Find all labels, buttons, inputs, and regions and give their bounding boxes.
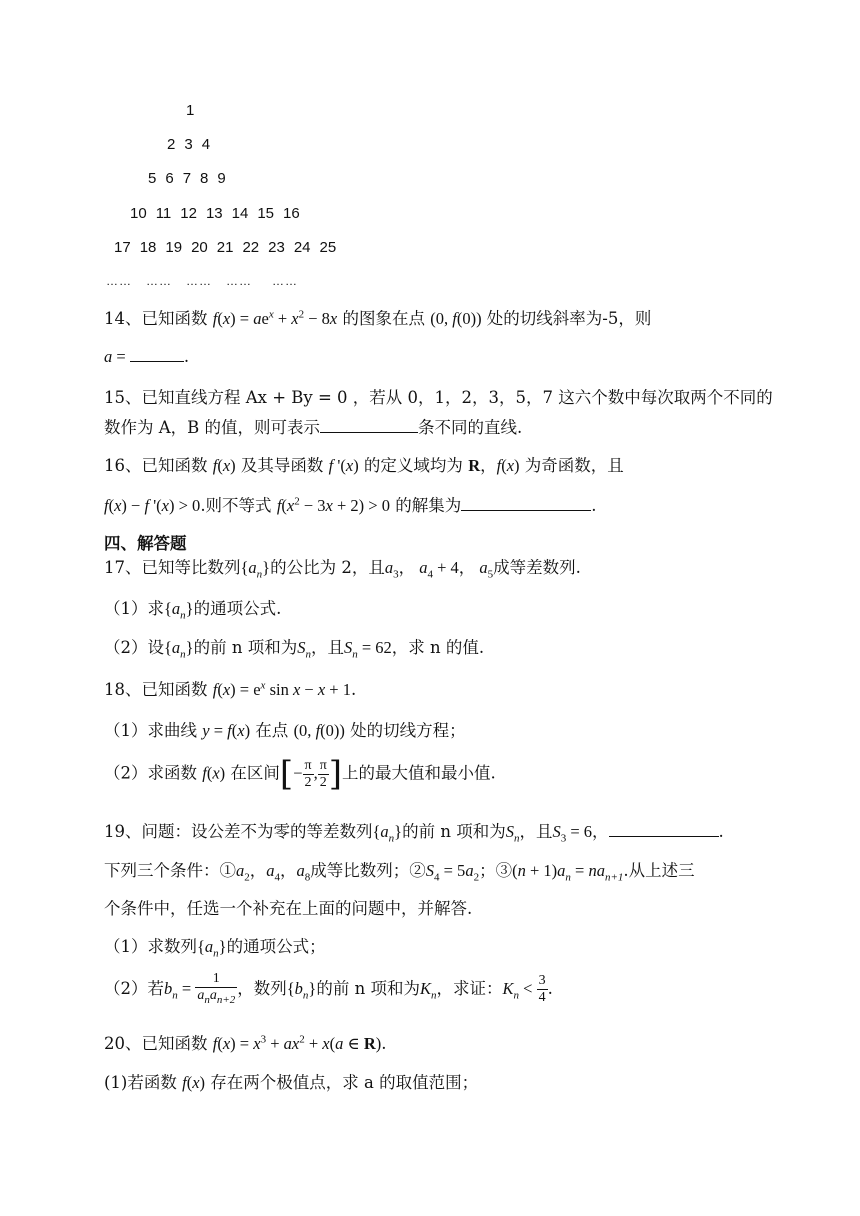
triangle-row-4 [130,205,309,222]
triangle-number: 20 [191,239,208,256]
triangle-number: 4 [201,136,211,153]
triangle-number: 3 [184,136,193,153]
question-16-line-2: f(x) − f '(x) > 0.则不等式 $f(x^2 - 3x + 2) > 0$ 的解集为 . [104,495,597,515]
triangle-number: 23 [268,239,285,256]
q16-set-r: R [468,456,481,475]
q16-text: 的解集为 [389,496,462,515]
q19-text: ，且 [519,822,553,841]
question-19-line-2: 下列三个条件：$①a_2$，$a_4$，$a_8$成等比数列；$②S_4 = 5a_2$；③(n + $1)a_n = na_{n+1}$.从上述三 [104,861,695,884]
question-18-line-1: 18、已知函数 $f(x) = e^x$ sin x − x + 1. [104,679,357,699]
q19-text: 成等比数列；② [310,861,426,880]
q14-text: 处的切线斜率为-5，则 [481,309,652,328]
ellipsis: …… [186,274,212,288]
q17-text: （1）求 [104,599,164,618]
q19-text: ，求证： [436,978,503,998]
section-heading: 四、解答题 [104,534,187,553]
question-18-sub-2: （2）求函数 f(x) 在区间[− $\frac{\pi}{2}$ , $\frac{\pi}{2}$ ]上的最大值和最小值. [104,754,496,794]
ellipsis: …… [146,274,172,288]
q19-text: . [547,978,553,998]
q19-text: .从上述三 [623,861,695,880]
answer-blank [130,347,184,362]
fraction: $\frac{\pi}{2}$ [319,757,327,790]
triangle-number: 10 [130,205,147,222]
q17-text: 成等差数列. [493,558,581,577]
triangle-row-5 [114,239,345,256]
question-18-sub-1: （1）求曲线 y = f(x) 在点 (0, f(0)) 处的切线方程； [104,721,466,740]
q19-text: ；③ [479,861,513,880]
triangle-number: 22 [242,239,260,256]
q16-text: 为奇函数，且 [519,456,624,475]
q15-text: 数作为 A，B 的值，则可表示 [104,418,321,437]
q19-text: ，数列 [237,978,287,998]
q20-text: 存在两个极值点，求 a 的取值范围； [205,1073,479,1092]
q17-text: 的前 n 项和为 [193,638,298,657]
q18-text: （2）求函数 [104,763,203,783]
triangle-number: 2 [167,136,176,153]
q20-text: . [381,1034,387,1053]
q17-text: ，求 n 的值. [391,638,485,657]
q18-text: （1）求曲线 [104,721,203,740]
q19-text: 19、问题：设公差不为零的等差数列 [104,822,373,841]
question-17-line-1: 17、已知等比数列$\{a_n\}$的公比为 2，且$a_3$， $a_4 + 4$， $a_5$成等差数列. [104,558,581,581]
q16-text: ， [480,456,497,475]
q15-text: 条不同的直线. [418,418,523,437]
triangle-number: 15 [257,205,275,222]
q16-text: 及其导函数 [235,456,329,475]
q18-text: 18、已知函数 [104,680,213,699]
fraction: $\frac{\pi}{2}$ [304,757,312,790]
answer-blank [609,822,719,837]
question-14-line-1 [104,305,651,329]
question-14-line-2: a = . [104,347,190,366]
q19-text: （2）若 [104,978,164,998]
question-17-sub-2: （2）设$\{a_n\}$的前 n 项和为$S_n$，且$S_n = 62$，求 n 的值. [104,638,485,661]
q19-text: （1）求数列 [104,937,197,956]
q20-text: 20、已知函数 [104,1034,213,1053]
q20-text: (1)若函数 [104,1073,183,1092]
fraction: $\frac{3}{4}$ [538,972,546,1005]
q19-text: . [718,822,724,841]
q17-text: ，且 [310,638,344,657]
ellipsis: …… [106,274,132,288]
fraction: $\frac{1}{a_na_{n+2}}$ [197,971,236,1006]
question-16-line-1: 16、已知函数 f(x) 及其导函数 f '(x) 的定义域均为 R，f(x) 为奇函数，且 [104,456,624,475]
triangle-number: 12 [180,205,197,222]
q14-point: (0, f(0)) [430,309,482,328]
triangle-number: 25 [319,239,337,256]
question-20-sub-1: (1)若函数 f(x) 存在两个极值点，求 a 的取值范围； [104,1073,479,1092]
q18-text: 上的最大值和最小值. [342,763,496,783]
q16-text: .则不等式 [200,496,277,515]
triangle-number: 11 [155,205,172,222]
question-15-line-2 [104,414,522,438]
q14-text: 14、已知函数 [104,309,213,328]
triangle-number: 18 [139,239,157,256]
q18-text: 在点 [250,721,294,740]
q16-text: 16、已知函数 [104,456,213,475]
q14-text: 的图象在点 [337,309,431,328]
triangle-number: 9 [217,170,226,187]
triangle-number: 8 [200,170,209,187]
question-19-line-1: 19、问题：设公差不为零的等差数列$\{a_n\}$的前 n 项和为$S_n$，且$S_3 = 6$， . [104,822,724,845]
triangle-number: 16 [283,205,300,222]
q19-text: 下列三个条件：① [104,861,236,880]
question-19-sub-1: （1）求数列$\{a_n\}$的通项公式； [104,937,326,960]
triangle-row-1 [186,102,203,119]
triangle-number: 13 [205,205,223,222]
q16-text: . [591,496,597,515]
triangle-number: 1 [186,102,195,119]
triangle-number: 5 [148,170,157,187]
question-20-line-1: 20、已知函数 $f(x) = x^3 + ax^2 + x(a$ ∈ R). [104,1033,387,1053]
q19-text: ， [592,822,609,841]
q18-text: . [350,680,357,699]
q14-text: . [183,347,190,366]
q18-text: 处的切线方程； [344,721,466,740]
triangle-number: 7 [182,170,192,187]
q17-text: 的公比为 2，且 [270,558,385,577]
answer-blank [320,418,418,433]
ellipsis: …… [272,274,298,288]
q17-text: 的通项公式. [193,599,282,618]
question-17-sub-1: （1）求$\{a_n\}$的通项公式. [104,599,282,622]
triangle-number: 21 [216,239,234,256]
triangle-ellipsis-row [106,274,307,288]
answer-blank [461,496,591,511]
q14-function: $f(x) = ae^x + x^2 - 8x$ [212,308,338,328]
q19-text: 的通项公式； [226,937,326,956]
q14-variable: a [104,347,113,366]
triangle-number: 14 [231,205,249,222]
q18-text: 在区间 [225,763,280,783]
q19-text: 个条件中，任选一个补充在上面的问题中，并解答. [104,899,473,918]
triangle-number: 17 [114,239,131,256]
triangle-row-3 [148,170,235,187]
q19-text: 的前 n 项和为 [402,822,506,841]
q19-text: 的前 n 项和为 [316,978,420,998]
question-15-line-1 [104,384,773,408]
triangle-number: 19 [165,239,183,256]
question-19-sub-2: （2）若$b_n$ = $\frac{1}{a_na_{n+2}}$ ，数列$\{b_n\}$的前 n 项和为$K_n$，求证：$K_n$ < $\frac{3}{4}$ . [104,971,553,1006]
triangle-row-2 [167,136,219,153]
question-19-line-3 [104,895,472,919]
q17-text: （2）设 [104,638,164,657]
triangle-number: 6 [165,170,174,187]
ellipsis: …… [226,274,252,288]
q17-text: 17、已知等比数列 [104,558,241,577]
triangle-number: 24 [293,239,311,256]
q15-text: 15、已知直线方程 Ax + By = 0 ，若从 0，1，2，3，5，7 这六个数中每次取两个不同的 [104,388,773,407]
q16-text: 的定义域均为 [358,456,469,475]
